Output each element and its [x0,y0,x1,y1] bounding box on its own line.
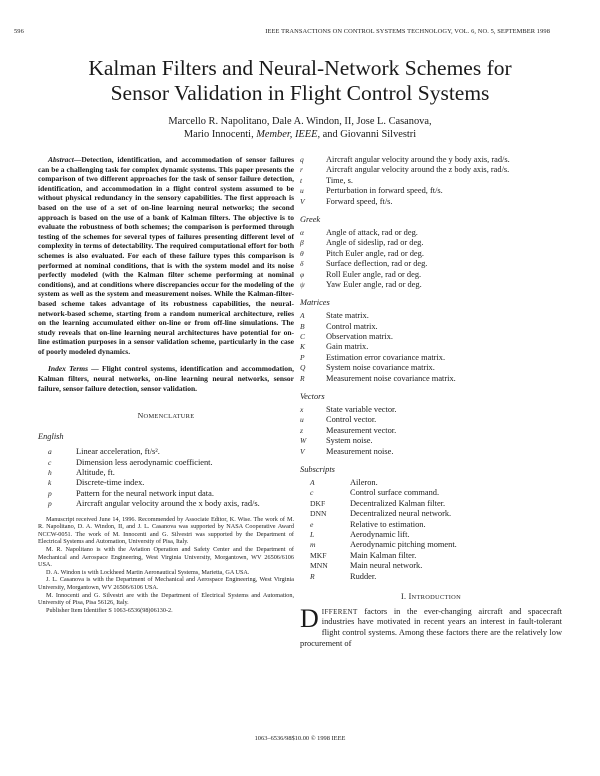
nomenclature-symbol: V [300,446,305,456]
english-list-continued [300,155,562,207]
nomenclature-row [300,572,562,582]
nomenclature-symbol: r [300,165,303,175]
nomenclature-row [300,238,562,248]
nomenclature-row [300,332,562,342]
nomenclature-row [300,165,562,175]
nomenclature-definition: Yaw Euler angle, rad or deg. [326,279,422,289]
nomenclature-row [300,530,562,540]
nomenclature-symbol: p [48,488,52,498]
nomenclature-row [300,197,562,207]
abstract-text: Detection, identification, and accommodation of sensor failures can be a challenging task for complex dynamic systems. This paper presents the comparison of two different approaches for the task of sensor failure detection, identification, and accommodation in a flight control system assumed to be without physical redundancy in the sensory capabilities. The first approach is based on the use of a set of on-line learning neural networks; the second approach is based on the use of a bank of Kalman filters. The objective is to evaluate the robustness of both schemes; the comparison is performed through testing of the schemes for several types of failures presenting different level of complexity in terms of detectability. The required computational effort for both schemes is also evaluated. For each of these failure types this comparison is performed at nominal conditions, that is with the system model and its noise perfectly modeled (with the Kalman filter scheme performing at nominal conditions), and at conditions where discrepancies occur for the modeling of the system as well as the system and measurement noises. While the Kalman-filter-based scheme takes advantage of its robustness capabilities, the neural-network-based scheme, starting from a random numerical architecture, relies on the learning accumulated either on-line or from off-line simulations. The study reveals that on-line learning neural architectures have potential for on-line estimation purposes in a sensor validation scheme, particularly in the case of poorly modeled dynamics. [38,155,294,356]
nomenclature-definition: Pitch Euler angle, rad or deg. [326,248,424,258]
nomenclature-row [300,311,562,321]
nomenclature-definition: Pattern for the neural network input data. [76,488,214,498]
nomenclature-row [38,478,294,488]
nomenclature-symbol: A [310,477,315,487]
introduction-paragraph [300,603,562,649]
vectors-subheading: Vectors [300,392,325,402]
nomenclature-row [300,176,562,186]
nomenclature-row [300,436,562,446]
author-innocenti: Mario Innocenti, [183,129,257,140]
nomenclature-definition: Altitude, ft. [76,468,115,478]
drop-cap: D [300,603,319,633]
intro-text: factors in the ever-changing aircraft and spacecraft industries have motivated in recent years an interest in fault-tolerant flight control systems. Among these factors there are the relatively low procurement of [300,606,562,648]
subscripts-list [300,478,562,582]
nomenclature-symbol: m [310,540,316,550]
nomenclature-definition: Relative to estimation. [350,519,426,529]
nomenclature-definition: Rudder. [350,571,377,581]
nomenclature-row [300,478,562,488]
nomenclature-symbol: DNN [310,509,327,519]
nomenclature-definition: Angle of sideslip, rad or deg. [326,238,424,248]
nomenclature-definition: Decentralized Kalman filter. [350,498,446,508]
nomenclature-symbol: q [300,155,304,164]
member-ieee: Member, IEEE, [256,129,321,140]
author-list [0,115,600,141]
right-column [300,155,562,649]
nomenclature-definition: Gain matrix. [326,342,369,352]
nomenclature-definition: Aileron. [350,477,378,487]
nomenclature-definition: System noise covariance matrix. [326,363,435,373]
nomenclature-definition: Measurement noise. [326,446,394,456]
intro-lead-caps: IFFERENT [321,607,358,616]
author-silvestri: and Giovanni Silvestri [320,129,417,140]
nomenclature-row [300,155,562,165]
nomenclature-symbol: C [300,332,306,342]
abstract [38,155,294,356]
nomenclature-definition: State variable vector. [326,405,397,415]
nomenclature-definition: Dimension less aerodynamic coefficient. [76,457,213,467]
nomenclature-definition: Aerodynamic lift. [350,529,410,539]
nomenclature-definition: Control vector. [326,415,377,425]
nomenclature-definition: Roll Euler angle, rad or deg. [326,269,422,279]
copyright-footer: 1063–6536/98$10.00 © 1998 IEEE [254,735,346,742]
page-number: 596 [14,28,24,35]
footnote: M. Innocenti and G. Silvestri are with the Department of Electrical Systems and Automation, University of Pisa, Pisa 56126, Italy. [38,591,294,607]
authors-line-1: Marcello R. Napolitano, Dale A. Windon, II, Jose L. Casanova, [168,116,432,127]
nomenclature-row [300,561,562,571]
nomenclature-row [300,405,562,415]
index-terms-text: Flight control systems, identification and accommodation, Kalman filters, neural networks, on-line learning neural networks, sensor failure, sensor failure detection, sensor validation. [38,364,294,393]
nomenclature-symbol: β [300,238,304,248]
nomenclature-definition: Main Kalman filter. [350,550,417,560]
nomenclature-definition: Aircraft angular velocity around the y body axis, rad/s. [326,155,510,164]
nomenclature-row [38,499,294,509]
nomenclature-symbol: MNN [310,561,328,571]
authors-line-2 [0,128,600,141]
nomenclature-row [300,488,562,498]
nomenclature-definition: Linear acceleration, ft/s². [76,447,160,457]
nomenclature-row [300,363,562,373]
nomenclature-definition: Estimation error covariance matrix. [326,352,446,362]
nomenclature-symbol: p [48,499,52,509]
nomenclature-symbol: α [300,227,304,237]
nomenclature-definition: Decentralized neural network. [350,509,452,519]
footnote: D. A. Windon is with Lockheed Martin Aeronautical Systems, Marietta, GA USA. [46,568,250,576]
nomenclature-row [38,447,294,457]
nomenclature-definition: Measurement noise covariance matrix. [326,373,456,383]
nomenclature-row [300,322,562,332]
footnote: Manuscript received June 14, 1996. Recommended by Associate Editor, K. Wise. The work of M. R. Napolitano, D. A. Windon, II, and J. L. Casanova was supported by NASA Cooperative Award NCCW-0051. The work of M. Innocenti and G. Silvestri was supported by the Department of Electrical Systems and Automation, University of Pisa, Italy. [38,515,294,546]
vectors-list [300,405,562,457]
nomenclature-symbol: c [48,457,52,467]
nomenclature-definition: System noise. [326,436,373,446]
nomenclature-row [300,415,562,425]
nomenclature-row [300,270,562,280]
nomenclature-definition: Forward speed, ft/s. [326,196,393,206]
nomenclature-row [300,342,562,352]
english-list [38,447,294,509]
nomenclature-symbol: c [310,488,314,498]
nomenclature-definition: Control matrix. [326,321,378,331]
nomenclature-definition: Measurement vector. [326,425,397,435]
nomenclature-symbol: A [300,311,305,321]
greek-subheading: Greek [300,214,321,224]
nomenclature-row [300,259,562,269]
matrices-list [300,311,562,384]
index-terms-lead: Index Terms — [48,364,99,374]
nomenclature-row [300,540,562,550]
nomenclature-row [300,186,562,196]
nomenclature-symbol: DKF [310,498,326,508]
introduction-heading: I. INTRODUCTION [401,591,461,601]
title-line-2: Sensor Validation in Flight Control Systems [110,81,490,105]
nomenclature-symbol: a [48,447,52,457]
nomenclature-symbol: K [300,342,306,352]
greek-list [300,228,562,290]
english-subheading: English [38,432,64,442]
nomenclature-symbol: k [48,478,52,488]
nomenclature-row [300,249,562,259]
nomenclature-definition: Angle of attack, rad or deg. [326,227,418,237]
nomenclature-symbol: ψ [300,279,305,289]
nomenclature-row [38,489,294,499]
nomenclature-definition: Aircraft angular velocity around the x body axis, rad/s. [76,499,260,509]
matrices-subheading: Matrices [300,298,330,308]
nomenclature-row [300,374,562,384]
nomenclature-symbol: e [310,519,314,529]
subscripts-subheading: Subscripts [300,464,335,474]
nomenclature-row [300,280,562,290]
nomenclature-symbol: R [300,373,305,383]
nomenclature-row [300,447,562,457]
nomenclature-row [300,520,562,530]
nomenclature-symbol: P [300,352,305,362]
nomenclature-symbol: h [48,468,52,478]
footnote: Publisher Item Identifier S 1063-6536(98)06130-2. [46,606,173,614]
nomenclature-definition: Surface deflection, rad or deg. [326,259,428,269]
nomenclature-definition: Perturbation in forward speed, ft/s. [326,186,443,196]
nomenclature-definition: Aerodynamic pitching moment. [350,540,457,550]
index-terms [38,364,294,393]
nomenclature-row [300,353,562,363]
paper-title [0,56,600,106]
nomenclature-symbol: u [300,415,304,425]
nomenclature-symbol: θ [300,248,304,258]
nomenclature-symbol: x [300,405,304,415]
nomenclature-symbol: Q [300,363,306,373]
nomenclature-symbol: MKF [310,550,327,560]
abstract-lead: Abstract— [48,155,82,164]
nomenclature-row [300,228,562,238]
nomenclature-symbol: L [310,529,315,539]
nomenclature-definition: Discrete-time index. [76,478,145,488]
left-column [38,155,294,614]
nomenclature-definition: Time, s. [326,175,353,185]
nomenclature-definition: Observation matrix. [326,332,393,342]
nomenclature-row [300,499,562,509]
nomenclature-definition: Aircraft angular velocity around the z body axis, rad/s. [326,165,510,175]
footnote: J. L. Casanova is with the Department of Mechanical and Aerospace Engineering, West Virginia University, Morgantown, WV 26506/6106 USA. [38,576,294,591]
nomenclature-symbol: φ [300,269,305,279]
nomenclature-symbol: V [300,196,305,206]
nomenclature-row [300,426,562,436]
nomenclature-definition: Main neural network. [350,561,423,571]
nomenclature-symbol: B [300,321,305,331]
nomenclature-symbol: R [310,571,315,581]
nomenclature-row [300,509,562,519]
nomenclature-symbol: u [300,186,304,196]
nomenclature-symbol: t [300,175,303,185]
nomenclature-symbol: W [300,436,307,446]
nomenclature-row [38,468,294,478]
nomenclature-row [38,458,294,468]
nomenclature-definition: State matrix. [326,311,369,321]
nomenclature-heading: NOMENCLATURE [137,411,195,421]
nomenclature-row [300,551,562,561]
journal-header: IEEE TRANSACTIONS ON CONTROL SYSTEMS TECHNOLOGY, VOL. 6, NO. 5, SEPTEMBER 1998 [265,28,550,35]
nomenclature-definition: Control surface command. [350,488,440,498]
footnotes [38,516,294,615]
nomenclature-symbol: z [300,425,303,435]
footnote: M. R. Napolitano is with the Aviation Operation and Safety Center and the Department of Mechanical and Aerospace Engineering, West Virginia University, Morgantown, WV 26506/6106 USA. [38,545,294,569]
title-line-1: Kalman Filters and Neural-Network Schemes for [88,56,512,80]
nomenclature-symbol: δ [300,259,304,269]
